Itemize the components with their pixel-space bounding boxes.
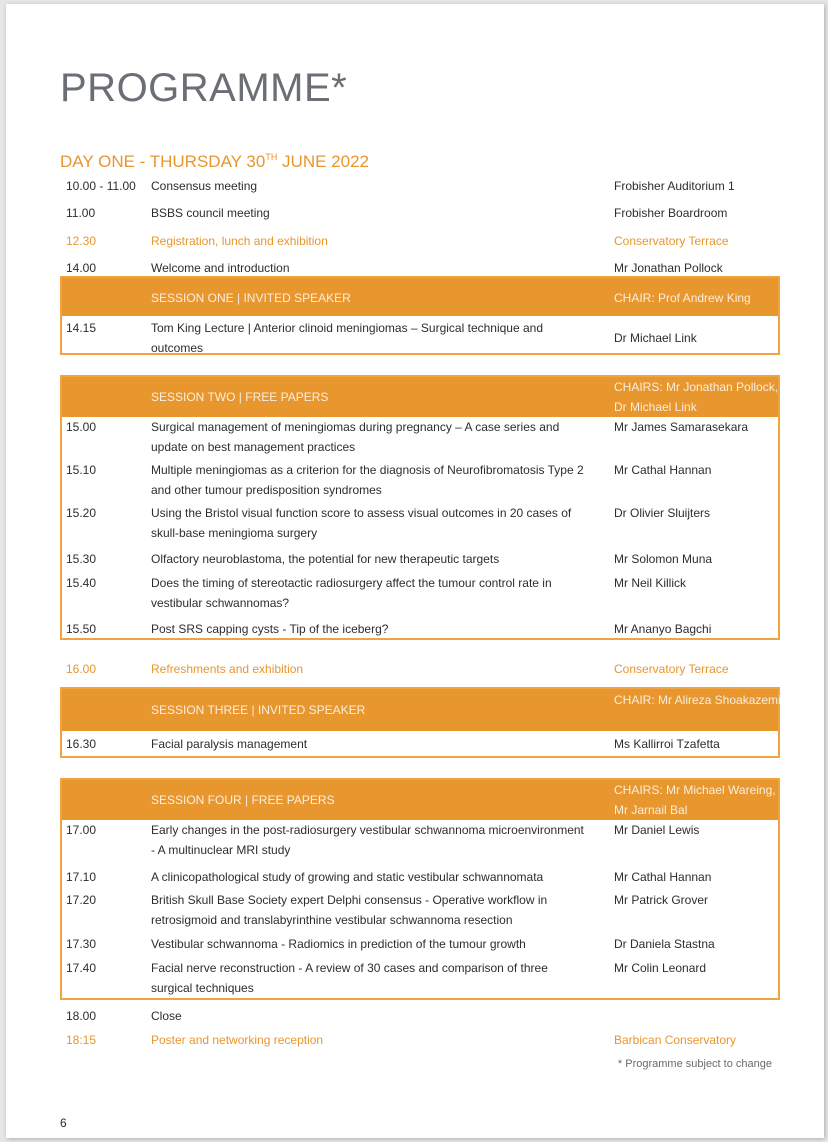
- row-speaker: Ms Kallirroi Tzafetta: [614, 737, 720, 751]
- row-title: Surgical management of meningiomas during pregnancy – A case series and update on best management practices: [151, 420, 560, 454]
- row-title: Consensus meeting: [151, 179, 258, 193]
- row-speaker: Mr Patrick Grover: [614, 893, 709, 907]
- session-label: SESSION THREE | INVITED SPEAKER: [151, 703, 366, 717]
- session-chair: CHAIR: Mr Alireza Shoakazemi: [614, 693, 781, 707]
- session-header: [62, 780, 778, 820]
- row-title: Tom King Lecture | Anterior clinoid meningiomas – Surgical technique and outcomes: [151, 321, 544, 355]
- session-chair: CHAIR: Prof Andrew King: [614, 291, 751, 305]
- session-label: SESSION FOUR | FREE PAPERS: [151, 793, 335, 807]
- day-heading: [60, 146, 369, 173]
- row-location: Frobisher Auditorium 1: [614, 179, 735, 193]
- row-title: A clinicopathological study of growing and static vestibular schwannomata: [151, 870, 544, 884]
- row-time: 17.20: [66, 893, 97, 907]
- row-time: 15.30: [66, 552, 97, 566]
- row-time: 16.30: [66, 737, 97, 751]
- session-two-box: [60, 375, 780, 640]
- day-heading-ordinal: TH: [265, 152, 278, 162]
- row-title: Close: [151, 1009, 182, 1023]
- row-time: 15.50: [66, 622, 97, 636]
- row-time: 18:15: [66, 1033, 97, 1047]
- row-title: Multiple meningiomas as a criterion for the diagnosis of Neurofibromatosis Type 2 and other tumour predisposition syndromes: [151, 463, 584, 497]
- row-title: Facial nerve reconstruction - A review of 30 cases and comparison of three surgical techniques: [151, 961, 548, 995]
- row-time: 15.00: [66, 420, 97, 434]
- session-header: [62, 278, 778, 316]
- row-title: BSBS council meeting: [151, 206, 270, 220]
- row-title: Registration, lunch and exhibition: [151, 234, 328, 248]
- row-speaker: Dr Olivier Sluijters: [614, 506, 711, 520]
- session-header: [62, 689, 781, 731]
- row-time: 15.20: [66, 506, 97, 520]
- row-title: Early changes in the post-radiosurgery vestibular schwannoma microenvironment - A multinuclear MRI study: [151, 823, 584, 857]
- row-location: Conservatory Terrace: [614, 662, 729, 676]
- row-title: Poster and networking reception: [151, 1033, 324, 1047]
- session-three-box: [60, 687, 780, 758]
- row-location: Frobisher Boardroom: [614, 206, 728, 220]
- row-speaker: Mr Jonathan Pollock: [614, 261, 723, 275]
- row-title: Welcome and introduction: [151, 261, 290, 275]
- row-title: British Skull Base Society expert Delphi consensus - Operative workflow in retrosigmoid and translabyrinthine vestibular schwannoma resection: [151, 893, 548, 927]
- row-time: 14.00: [66, 261, 97, 275]
- row-time: 15.10: [66, 463, 97, 477]
- row-title: Does the timing of stereotactic radiosurgery affect the tumour control rate in vestibular schwannomas?: [151, 576, 552, 610]
- session-chair: CHAIRS: Mr Michael Wareing, Mr Jarnail Bal: [614, 783, 776, 817]
- session-header: [62, 377, 778, 417]
- row-location: Barbican Conservatory: [614, 1033, 737, 1047]
- row-speaker: Dr Daniela Stastna: [614, 937, 715, 951]
- session-label: SESSION ONE | INVITED SPEAKER: [151, 291, 351, 305]
- row-time: 12.30: [66, 234, 97, 248]
- row-time: 16.00: [66, 662, 97, 676]
- row-time: 17.30: [66, 937, 97, 951]
- row-title: Using the Bristol visual function score to assess visual outcomes in 20 cases of skull-base meningioma surgery: [151, 506, 572, 540]
- session-four-box: [60, 778, 780, 1000]
- row-title: Facial paralysis management: [151, 737, 308, 751]
- row-time: 11.00: [66, 206, 96, 220]
- day-heading-rest: JUNE 2022: [277, 152, 369, 171]
- row-location: Conservatory Terrace: [614, 234, 729, 248]
- row-speaker: Mr Cathal Hannan: [614, 870, 712, 884]
- row-title: Olfactory neuroblastoma, the potential for new therapeutic targets: [151, 552, 500, 566]
- row-title: Vestibular schwannoma - Radiomics in prediction of the tumour growth: [151, 937, 526, 951]
- session-one-box: [60, 276, 780, 355]
- row-speaker: Mr Neil Killick: [614, 576, 686, 590]
- row-speaker: Mr Solomon Muna: [614, 552, 713, 566]
- row-speaker: Mr Daniel Lewis: [614, 823, 700, 837]
- row-time: 10.00 - 11.00: [66, 179, 136, 193]
- row-speaker: Dr Michael Link: [614, 331, 697, 345]
- row-title: Refreshments and exhibition: [151, 662, 304, 676]
- row-time: 18.00: [66, 1009, 97, 1023]
- row-speaker: Mr Ananyo Bagchi: [614, 622, 712, 636]
- page-title: PROGRAMME*: [60, 66, 348, 110]
- footnote: * Programme subject to change: [617, 1058, 772, 1070]
- row-time: 15.40: [66, 576, 97, 590]
- row-title: Post SRS capping cysts - Tip of the iceberg?: [151, 622, 389, 636]
- row-time: 14.15: [66, 321, 97, 335]
- row-speaker: Mr Cathal Hannan: [614, 463, 712, 477]
- programme-page: [6, 4, 824, 1138]
- row-speaker: Mr Colin Leonard: [614, 961, 707, 975]
- row-time: 17.10: [66, 870, 97, 884]
- session-chair: CHAIRS: Mr Jonathan Pollock, Dr Michael Link: [614, 380, 779, 414]
- session-label: SESSION TWO | FREE PAPERS: [151, 390, 329, 404]
- day-heading-prefix: DAY ONE - THURSDAY 30: [60, 152, 266, 171]
- page-number: 6: [60, 1116, 67, 1130]
- row-speaker: Mr James Samarasekara: [614, 420, 749, 434]
- row-time: 17.00: [66, 823, 97, 837]
- row-time: 17.40: [66, 961, 97, 975]
